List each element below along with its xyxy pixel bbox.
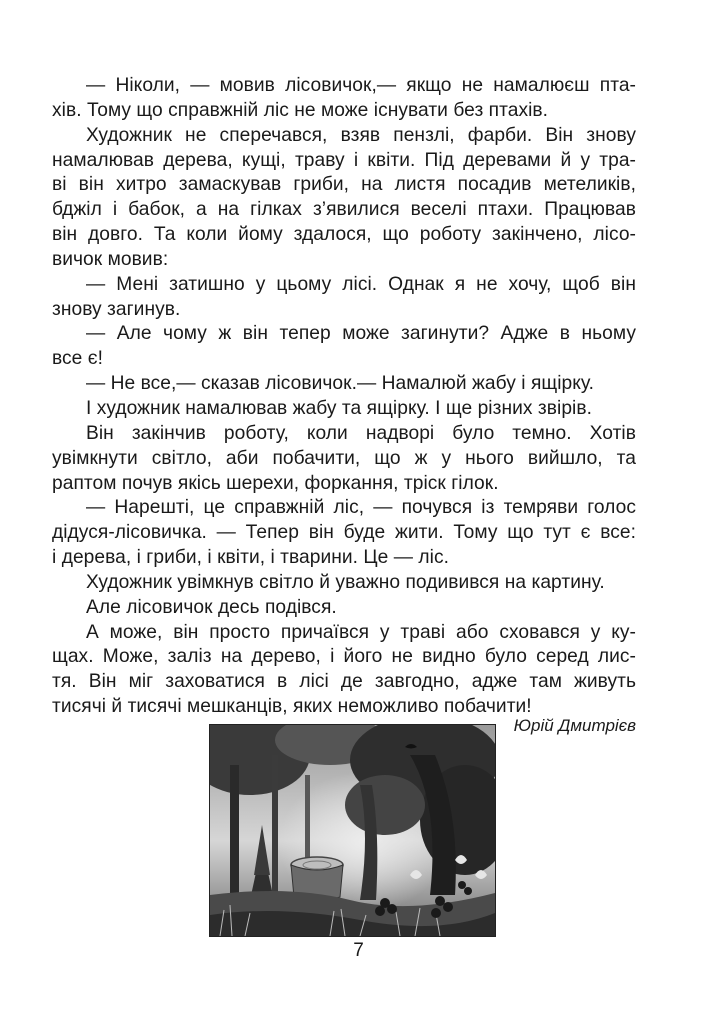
author-signature: Юрій Дмитрієв — [513, 716, 636, 735]
text-line: ві він хитро замаскував гриби, на листя посадив метеликів, — [52, 174, 636, 196]
story-text — [52, 74, 636, 720]
text-line: І художник намалював жабу та ящірку. І ще різних звірів. — [86, 397, 592, 419]
text-line: щах. Може, заліз на дерево, і його не видно було серед лис- — [52, 646, 636, 668]
text-line: — Але чому ж він тепер може загинути? Адже в ньому — [86, 323, 636, 345]
text-line: і дерева, і гриби, і квіти, і тварини. Це — ліс. — [52, 547, 449, 569]
text-line: бджіл і бабок, а на гілках з’явилися веселі птахи. Працював — [52, 199, 636, 221]
text-line: намалював дерева, кущі, траву і квіти. Під деревами й у тра- — [52, 149, 636, 171]
text-line: він довго. Та коли йому здалося, що роботу закінчено, лісо- — [52, 224, 636, 246]
text-line: дідуся-лісовичка. — Тепер він буде жити. Тому що тут є все: — [52, 522, 636, 544]
text-line: — Мені затишно у цьому лісі. Однак я не хочу, щоб він — [86, 273, 636, 295]
text-line: тисячі й тисячі мешканців, яких неможливо побачити! — [52, 696, 532, 718]
text-line: Художник увімкнув світло й уважно подивився на картину. — [86, 571, 605, 593]
text-line: Він закінчив роботу, коли надворі було темно. Хотів — [86, 422, 636, 444]
text-line: Але лісовичок десь подівся. — [86, 596, 337, 618]
text-line: — Нарешті, це справжній ліс, — почувся із темряви голос — [86, 497, 636, 519]
text-line: все є! — [52, 348, 103, 370]
forest-illustration — [209, 724, 496, 937]
text-line: — Ніколи, — мовив лісовичок,— якщо не намалюєш пта- — [86, 75, 636, 96]
text-line: — Не все,— сказав лісовичок.— Намалюй жабу і ящірку. — [86, 373, 595, 395]
text-line: раптом почув якісь шерехи, форкання, тріск гілок. — [52, 472, 499, 494]
text-line: увімкнути світло, аби побачити, що ж у нього вийшло, та — [52, 447, 636, 469]
text-line: знову загинув. — [52, 298, 181, 320]
text-line: А може, він просто причаївся у траві або сховався у ку- — [86, 621, 636, 643]
text-line: тя. Він міг заховатися в лісі де завгодно, адже там живуть — [52, 671, 636, 693]
page-number: 7 — [353, 940, 364, 961]
text-line: Художник не сперечався, взяв пензлі, фарби. Він знову — [86, 124, 636, 146]
text-line: вичок мовив: — [52, 248, 169, 270]
text-line: хів. Тому що справжній ліс не може існувати без птахів. — [52, 99, 549, 121]
